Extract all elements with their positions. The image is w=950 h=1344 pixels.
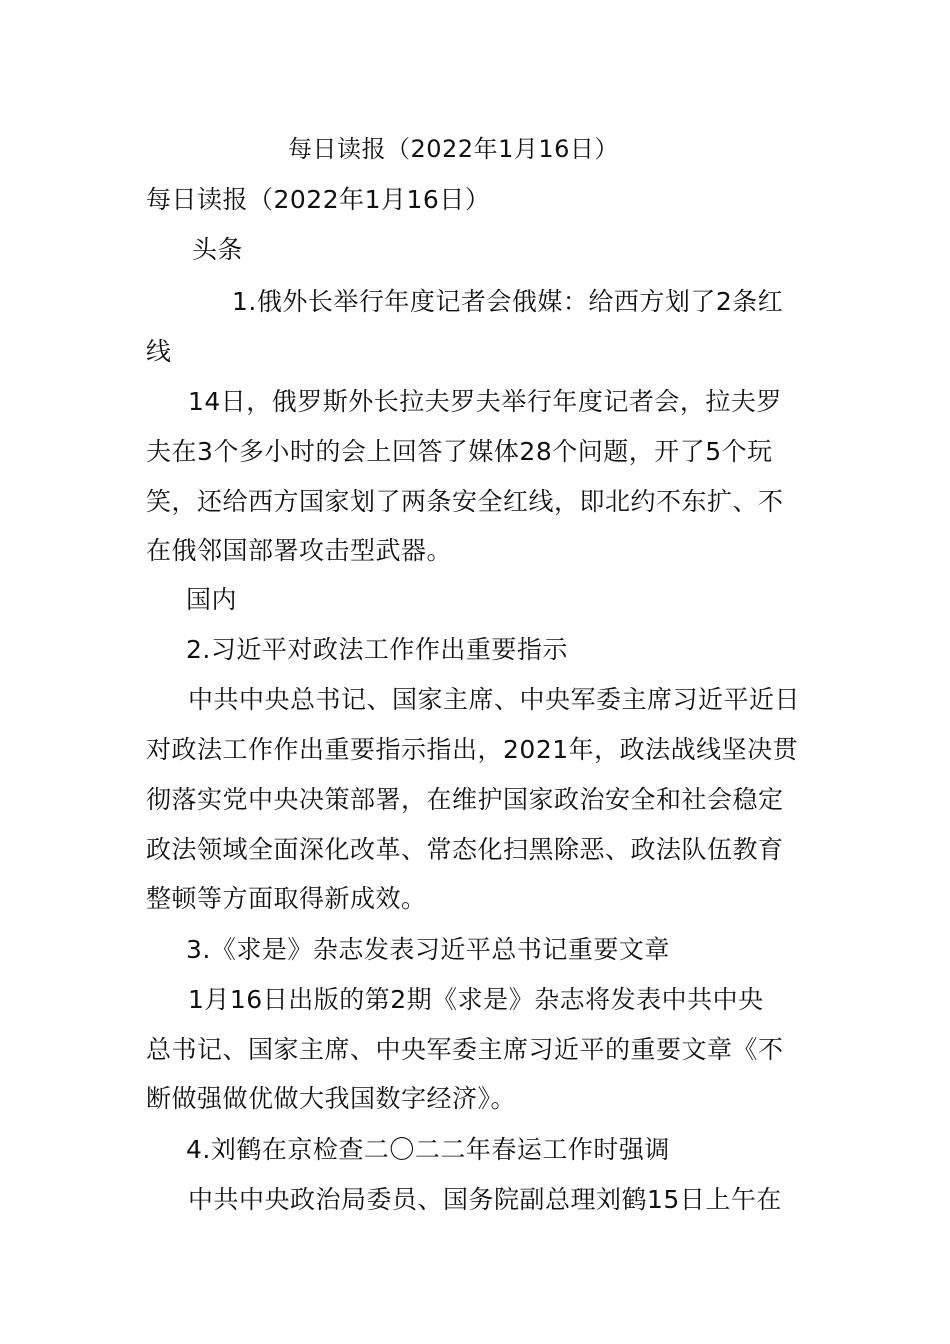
- item-3-heading: 3.《求是》杂志发表习近平总书记重要文章: [186, 935, 670, 964]
- section-domestic-label: 国内: [186, 585, 238, 614]
- section-headline-label: 头条: [192, 235, 244, 264]
- item-1-body-line-2: 夫在3个多小时的会上回答了媒体28个问题，开了5个玩: [146, 437, 773, 466]
- item-1-heading-line-1: 1.俄外长举行年度记者会俄媒：给西方划了2条红: [232, 287, 784, 316]
- item-4-body-line-1: 中共中央政治局委员、国务院副总理刘鹤15日上午在: [188, 1185, 782, 1214]
- item-2-body-line-5: 整顿等方面取得新成效。: [146, 884, 427, 913]
- item-2-heading: 2.习近平对政法工作作出重要指示: [186, 635, 568, 664]
- item-2-body-line-4: 政法领域全面深化改革、常态化扫黑除恶、政法队伍教育: [146, 835, 784, 864]
- item-1-body-line-1: 14日，俄罗斯外长拉夫罗夫举行年度记者会，拉夫罗: [188, 387, 782, 416]
- item-2-body-line-3: 彻落实党中央决策部署，在维护国家政治安全和社会稳定: [146, 785, 784, 814]
- item-1-body-line-3: 笑，还给西方国家划了两条安全红线，即北约不东扩、不: [146, 487, 784, 516]
- item-2-body-line-2: 对政法工作作出重要指示指出，2021年，政法战线坚决贯: [146, 735, 799, 764]
- document-title: 每日读报（2022年1月16日）: [288, 135, 619, 163]
- item-1-body-line-4: 在俄邻国部署攻击型武器。: [146, 536, 453, 565]
- item-1-heading-line-2: 线: [146, 337, 172, 366]
- item-3-body-line-3: 断做强做优做大我国数字经济》。: [146, 1084, 517, 1113]
- item-3-body-line-2: 总书记、国家主席、中央军委主席习近平的重要文章《不: [146, 1035, 784, 1064]
- item-4-heading: 4.刘鹤在京检查二〇二二年春运工作时强调: [186, 1135, 670, 1164]
- document-subtitle: 每日读报（2022年1月16日）: [146, 185, 491, 214]
- item-2-body-line-1: 中共中央总书记、国家主席、中央军委主席习近平近日: [188, 685, 801, 714]
- item-3-body-line-1: 1月16日出版的第2期《求是》杂志将发表中共中央: [188, 985, 764, 1014]
